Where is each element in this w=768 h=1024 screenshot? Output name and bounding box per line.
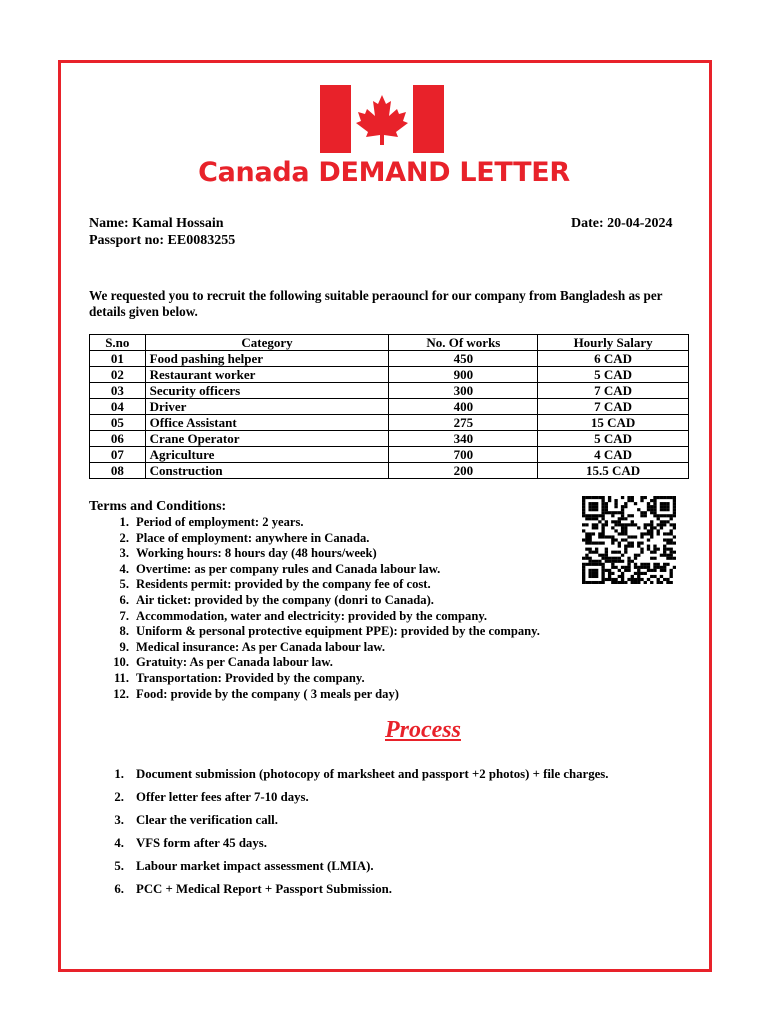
term-item — [119, 608, 636, 625]
table-cell: 02 — [90, 367, 146, 383]
list-number: 10. — [113, 655, 129, 670]
table-row — [90, 463, 689, 479]
table-cell: 01 — [90, 351, 146, 367]
process-step — [114, 813, 696, 836]
table-row — [90, 431, 689, 447]
process-list — [114, 767, 696, 905]
table-cell: Construction — [145, 463, 389, 479]
applicant-name: Name: Kamal Hossain — [89, 216, 224, 231]
column-header: Category — [145, 335, 389, 351]
table-cell: Crane Operator — [145, 431, 389, 447]
list-text: Offer letter fees after 7-10 days. — [136, 790, 309, 804]
term-item — [119, 624, 636, 640]
document-title: Canada DEMAND LETTER — [198, 157, 570, 188]
table-cell: 300 — [389, 383, 538, 399]
terms-list — [113, 515, 636, 702]
list-text: VFS form after 45 days. — [136, 836, 267, 850]
table-cell: 275 — [389, 415, 538, 431]
term-item — [119, 530, 636, 547]
table-cell: 7 CAD — [538, 383, 689, 399]
table-cell: 15.5 CAD — [538, 463, 689, 479]
table-row — [90, 399, 689, 415]
term-item — [119, 577, 636, 593]
term-item — [113, 686, 636, 703]
demand-table — [89, 334, 689, 479]
canada-flag-icon — [320, 85, 444, 153]
list-number: 6. — [119, 592, 129, 607]
table-cell: 6 CAD — [538, 351, 689, 367]
list-number: 5. — [119, 577, 129, 592]
terms-title: Terms and Conditions: — [89, 499, 227, 514]
list-text: Residents permit: provided by the company fee of cost. — [136, 577, 431, 592]
list-number: 12. — [113, 686, 129, 701]
table-row — [90, 367, 689, 383]
list-text: Food: provide by the company ( 3 meals per day) — [136, 686, 399, 701]
list-text: Place of employment: anywhere in Canada. — [136, 530, 370, 545]
table-cell: 450 — [389, 351, 538, 367]
table-cell: 200 — [389, 463, 538, 479]
term-item — [119, 546, 636, 562]
table-cell: 03 — [90, 383, 146, 399]
table-header-row — [90, 335, 689, 351]
table-cell: Agriculture — [145, 447, 389, 463]
table-cell: Security officers — [145, 383, 389, 399]
table-cell: 5 CAD — [538, 367, 689, 383]
process-step — [114, 836, 696, 859]
list-text: Uniform & personal protective equipment PPE): provided by the company. — [136, 624, 540, 639]
list-text: Working hours: 8 hours day (48 hours/week) — [136, 546, 377, 561]
table-cell: 06 — [90, 431, 146, 447]
term-item — [119, 639, 636, 656]
qr-code-icon — [582, 496, 676, 584]
list-text: Clear the verification call. — [136, 813, 278, 827]
table-cell: 05 — [90, 415, 146, 431]
table-cell: Restaurant worker — [145, 367, 389, 383]
list-text: Labour market impact assessment (LMIA). — [136, 859, 374, 873]
table-cell: 340 — [389, 431, 538, 447]
list-number: 8. — [119, 624, 129, 639]
list-text: Air ticket: provided by the company (donri to Canada). — [136, 592, 434, 607]
table-cell: 07 — [90, 447, 146, 463]
list-text: Gratuity: As per Canada labour law. — [136, 655, 333, 670]
list-number: 4. — [119, 561, 129, 576]
table-cell: 4 CAD — [538, 447, 689, 463]
term-item — [119, 561, 636, 578]
term-item — [113, 655, 636, 671]
term-item — [119, 592, 636, 609]
table-cell: 04 — [90, 399, 146, 415]
list-text: Document submission (photocopy of marksheet and passport +2 photos) + file charges. — [136, 767, 609, 781]
column-header: S.no — [90, 335, 146, 351]
list-text: PCC + Medical Report + Passport Submission. — [136, 882, 392, 896]
process-step — [114, 790, 696, 813]
table-cell: 08 — [90, 463, 146, 479]
list-text: Transportation: Provided by the company. — [136, 670, 365, 685]
table-cell: Office Assistant — [145, 415, 389, 431]
list-number: 1. — [119, 515, 129, 529]
table-row — [90, 415, 689, 431]
list-text: Medical insurance: As per Canada labour law. — [136, 639, 385, 654]
process-step — [114, 882, 696, 905]
list-number: 11. — [113, 670, 129, 685]
process-step — [114, 859, 696, 882]
term-item — [113, 670, 636, 687]
table-cell: 900 — [389, 367, 538, 383]
list-number: 2. — [114, 790, 124, 804]
intro-paragraph: We requested you to recruit the following suitable peraouncl for our company from Bangladesh as per details given below. — [89, 288, 663, 319]
term-item — [119, 515, 636, 531]
table-cell: Driver — [145, 399, 389, 415]
table-cell: 700 — [389, 447, 538, 463]
column-header: No. Of works — [389, 335, 538, 351]
list-number: 1. — [114, 767, 124, 781]
table-row — [90, 351, 689, 367]
table-cell: Food pashing helper — [145, 351, 389, 367]
table-cell: 5 CAD — [538, 431, 689, 447]
list-number: 6. — [114, 882, 124, 896]
table-cell: 400 — [389, 399, 538, 415]
list-text: Overtime: as per company rules and Canada labour law. — [136, 561, 441, 576]
process-step — [114, 767, 696, 790]
column-header: Hourly Salary — [538, 335, 689, 351]
table-cell: 7 CAD — [538, 399, 689, 415]
list-number: 5. — [114, 859, 124, 873]
list-number: 3. — [119, 546, 129, 561]
process-title: Process — [385, 717, 461, 743]
list-text: Accommodation, water and electricity: provided by the company. — [136, 608, 488, 623]
list-number: 7. — [119, 608, 129, 623]
list-number: 9. — [119, 639, 129, 654]
list-number: 2. — [119, 530, 129, 545]
passport-number: Passport no: EE0083255 — [89, 233, 236, 248]
table-row — [90, 383, 689, 399]
table-cell: 15 CAD — [538, 415, 689, 431]
list-number: 4. — [114, 836, 124, 850]
letter-date: Date: 20-04-2024 — [571, 216, 673, 231]
list-number: 3. — [114, 813, 124, 827]
list-text: Period of employment: 2 years. — [136, 515, 304, 529]
table-row — [90, 447, 689, 463]
